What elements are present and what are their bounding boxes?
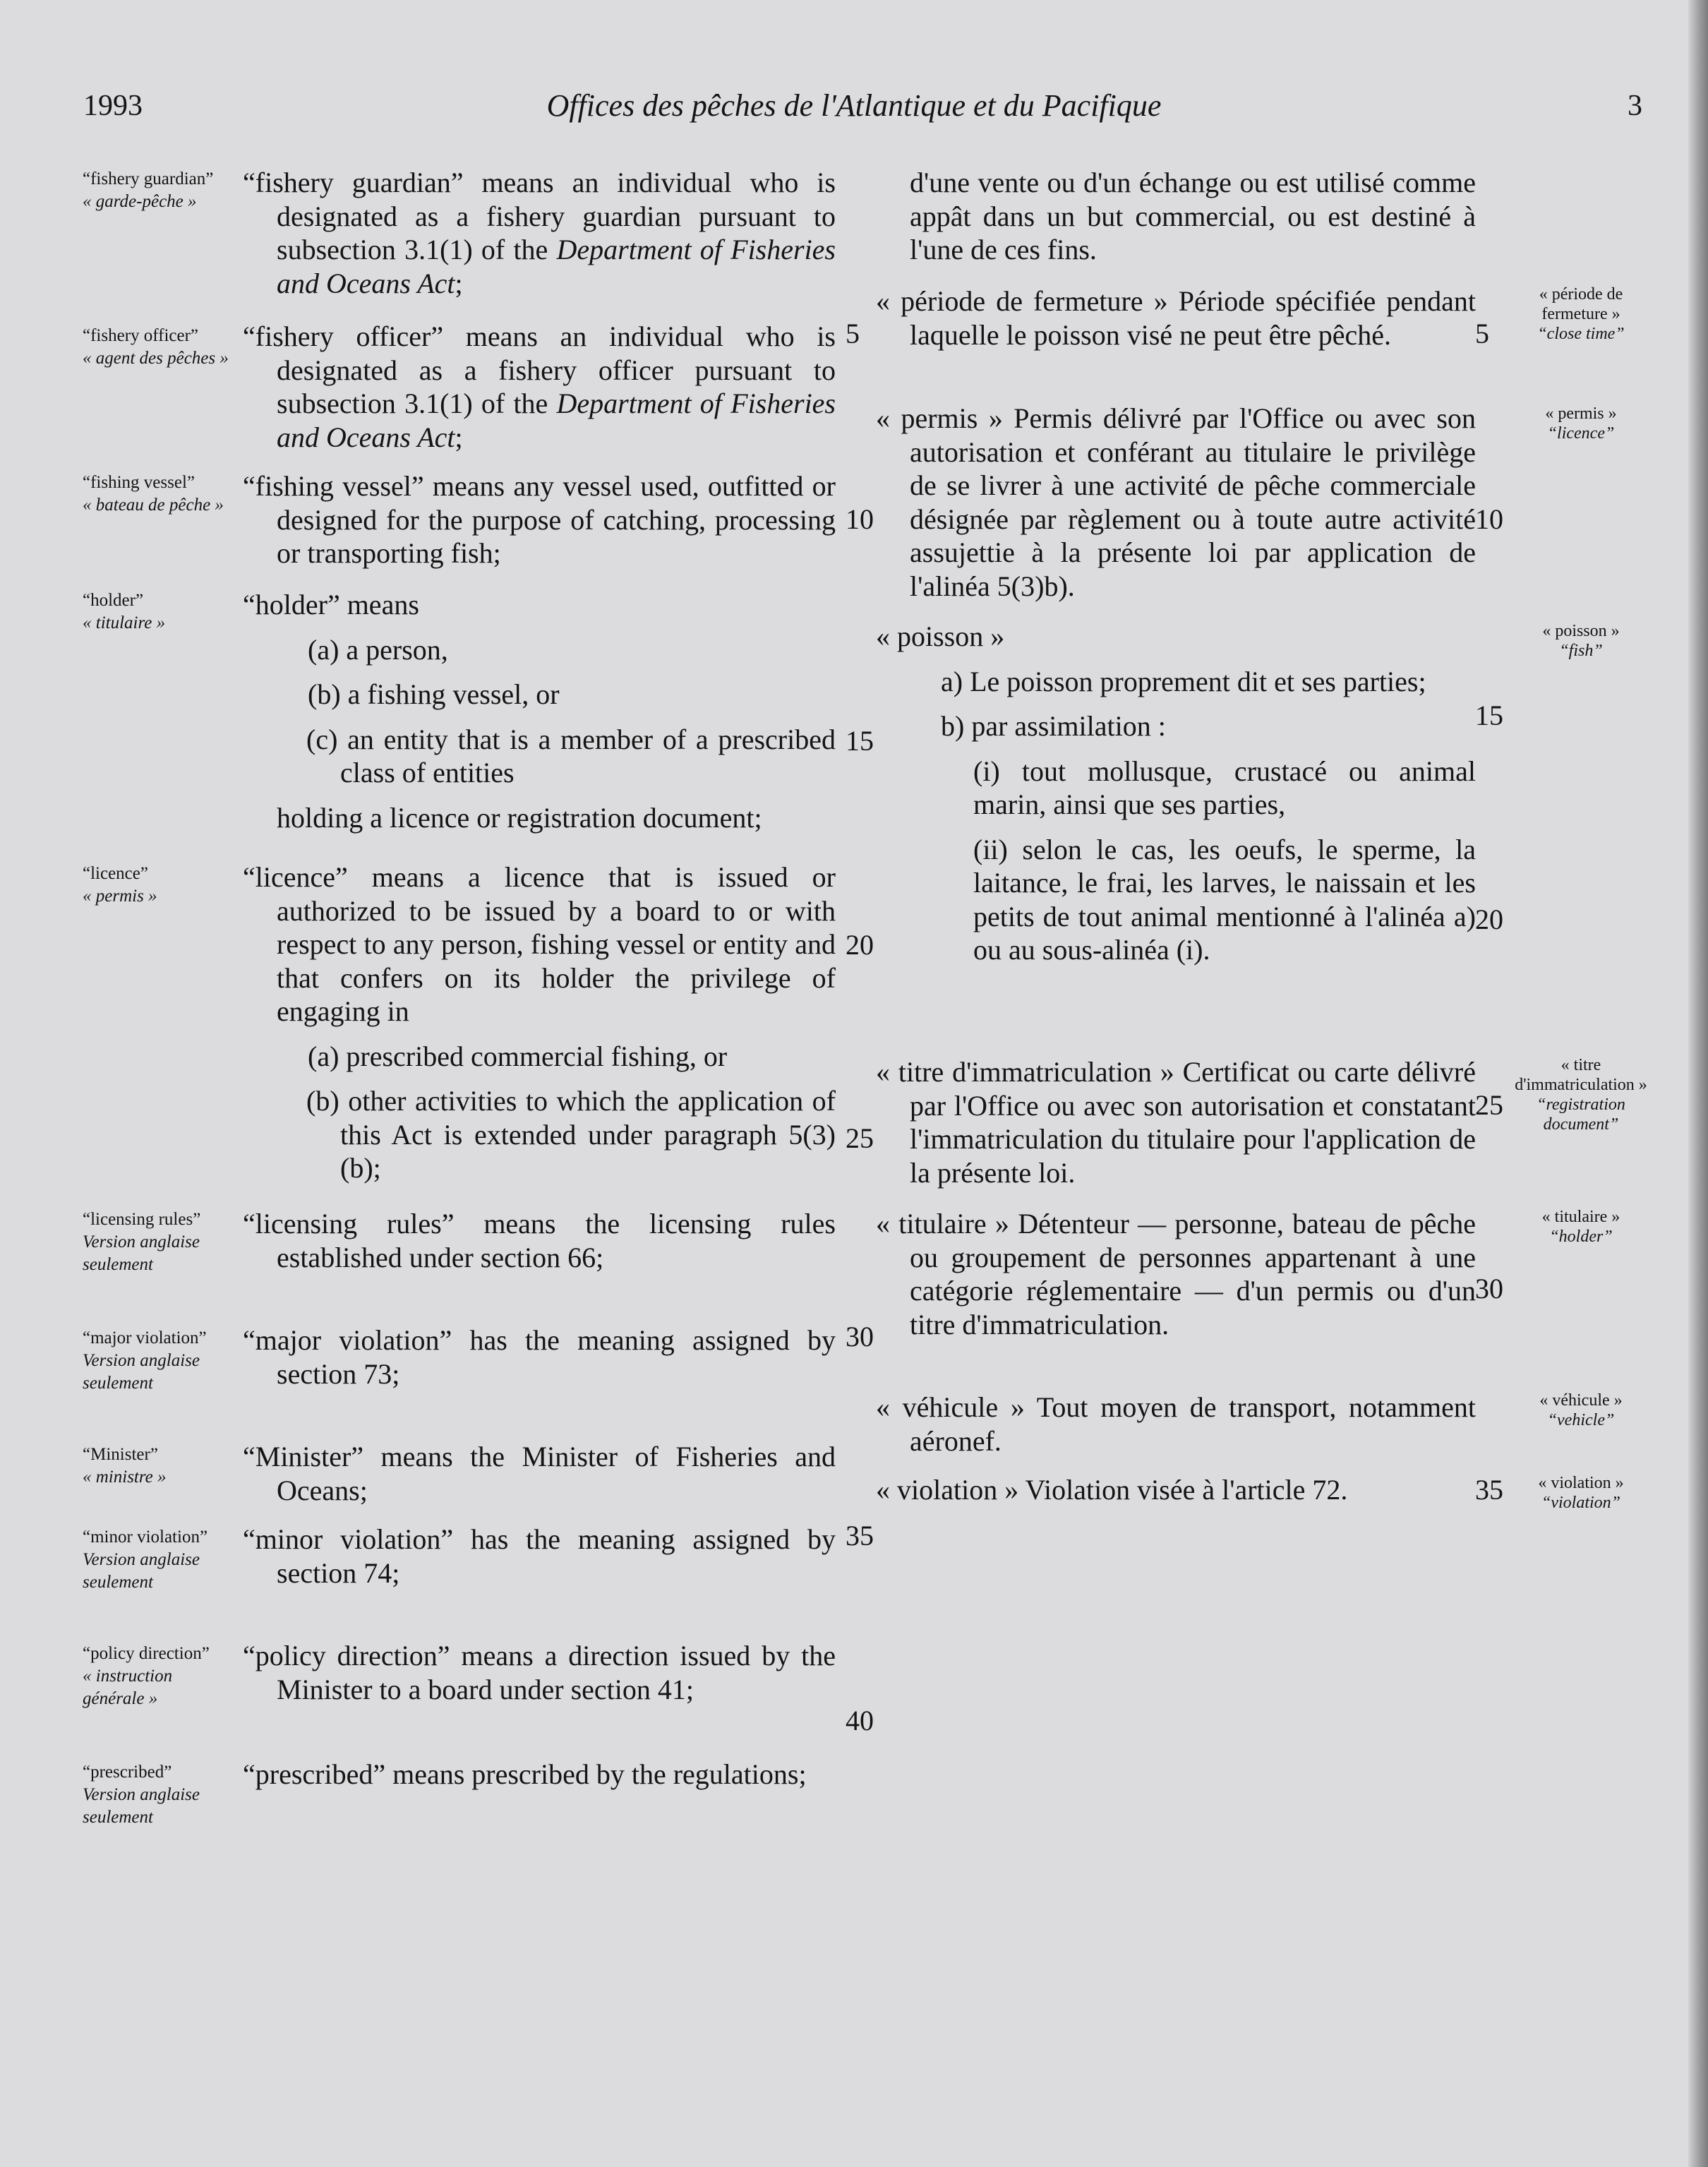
header-year: 1993 xyxy=(83,90,143,122)
definition-minor-violation: “minor violation” has the meaning assigned by section 74; xyxy=(243,1523,836,1589)
line-number: 5 xyxy=(846,318,860,349)
header-page-number: 3 xyxy=(1628,90,1642,122)
page-edge-shadow xyxy=(1688,0,1708,2167)
definition-fishery-guardian: “fishery guardian” means an individual who is designated as a fishery guardian pursuant to subsection 3.1(1) of the Department of Fisheries and Oceans Act; xyxy=(243,167,836,299)
french-continuation: d'une vente ou d'un échange ou est utilisé comme appât dans un but commercial, ou est destiné à l'une de ces fins. xyxy=(910,167,1476,265)
line-number: 30 xyxy=(1475,1273,1503,1304)
definition-policy-direction: “policy direction” means a direction issued by the Minister to a board under section 41; xyxy=(243,1640,836,1705)
definition-major-violation: “major violation” has the meaning assigned by section 73; xyxy=(243,1324,836,1390)
line-number: 20 xyxy=(846,929,874,961)
line-number: 35 xyxy=(846,1520,874,1551)
margin-note-fishery-officer: “fishery officer” « agent des pêches » xyxy=(83,326,229,368)
margin-note-fishery-guardian: “fishery guardian” « garde-pêche » xyxy=(83,169,214,211)
margin-note-permis: « permis » “licence” xyxy=(1545,404,1617,443)
margin-note-policy-direction: “policy direction” « instruction générale » xyxy=(83,1644,210,1708)
definition-prescribed: “prescribed” means prescribed by the regulations; xyxy=(243,1758,807,1790)
margin-note-titulaire: « titulaire » “holder” xyxy=(1541,1208,1620,1246)
margin-note-minister: “Minister” « ministre » xyxy=(83,1445,167,1487)
definition-fishery-officer: “fishery officer” means an individual who is designated as a fishery officer pursuant to subsection 3.1(1) of the Department of Fisheries and Oceans Act; xyxy=(243,320,836,453)
line-number: 20 xyxy=(1475,904,1503,935)
definition-vehicule: « véhicule » Tout moyen de transport, notamment aéronef. xyxy=(876,1391,1476,1457)
definition-titulaire: « titulaire » Détenteur — personne, bateau de pêche ou groupement de personnes appartenant à une catégorie réglementaire — d'un permis ou d'un titre d'immatriculation. xyxy=(876,1208,1476,1340)
definition-violation: « violation » Violation visée à l'article 72. xyxy=(876,1474,1348,1506)
margin-note-major-violation: “major violation” Version anglaise seulement xyxy=(83,1328,207,1393)
line-number: 35 xyxy=(1475,1474,1503,1506)
definition-fishing-vessel: “fishing vessel” means any vessel used, outfitted or designed for the purpose of catching, processing or transporting fish; xyxy=(243,470,836,569)
definition-holder: “holder” means (a) a person, (b) a fishing vessel, or (c) an entity that is a member of a prescribed class of entities holding a licence or registration document; xyxy=(243,589,836,834)
line-number: 25 xyxy=(1475,1089,1503,1121)
margin-note-fishing-vessel: “fishing vessel” « bateau de pêche » xyxy=(83,473,224,515)
definition-poisson: « poisson » a) Le poisson proprement dit et ses parties; b) par assimilation : (i) tout mollusque, crustacé ou animal marin, ainsi que ses parties, (ii) selon le cas, les oeufs, le sperme, la laitance, le frai, les larves, le naissain et les petits de tout animal mentionné à l'alinéa a) ou au sous-alinéa (i). xyxy=(876,620,1476,966)
line-number: 10 xyxy=(846,503,874,535)
line-number: 30 xyxy=(846,1321,874,1352)
line-number: 15 xyxy=(846,725,874,757)
margin-note-violation: « violation » “violation” xyxy=(1538,1474,1624,1512)
line-number: 25 xyxy=(846,1122,874,1154)
margin-note-poisson: « poisson » “fish” xyxy=(1542,622,1620,660)
margin-note-licence: “licence” « permis » xyxy=(83,864,157,906)
definition-titre-d-immatriculation: « titre d'immatriculation » Certificat ou carte délivré par l'Office ou avec son autorisation et constatant l'immatriculation du titulaire pour l'application de la présente loi. xyxy=(876,1056,1476,1189)
line-number: 10 xyxy=(1475,503,1503,535)
margin-note-periode-de-fermeture: « période de fermeture » “close time” xyxy=(1537,285,1625,343)
definition-minister: “Minister” means the Minister of Fisheries and Oceans; xyxy=(243,1441,836,1506)
definition-licence: “licence” means a licence that is issued or authorized to be issued by a board to or with respect to any person, fishing vessel or entity and that confers on its holder the privilege of engaging in (a) prescribed commercial fishing, or (b) other activities to which the application of this Act is extended under paragraph 5(3)(b); xyxy=(243,861,836,1184)
definition-licensing-rules: “licensing rules” means the licensing rules established under section 66; xyxy=(243,1208,836,1273)
definition-periode-de-fermeture: « période de fermeture » Période spécifiée pendant laquelle le poisson visé ne peut être pêché. xyxy=(876,285,1476,351)
line-number: 40 xyxy=(846,1705,874,1736)
line-number: 15 xyxy=(1475,700,1503,731)
margin-note-holder: “holder” « titulaire » xyxy=(83,591,166,632)
margin-note-titre-d-immatriculation: « titre d'immatriculation » “registration document” xyxy=(1515,1056,1647,1134)
margin-note-prescribed: “prescribed” Version anglaise seulement xyxy=(83,1763,200,1827)
margin-note-licensing-rules: “licensing rules” Version anglaise seulement xyxy=(83,1210,201,1274)
header-title: Offices des pêches de l'Atlantique et du Pacifique xyxy=(546,88,1162,123)
margin-note-minor-violation: “minor violation” Version anglaise seulement xyxy=(83,1527,208,1592)
line-number: 5 xyxy=(1475,318,1489,349)
definition-permis: « permis » Permis délivré par l'Office ou avec son autorisation et conférant au titulaire le privilège de se livrer à une activité de pêche commerciale désignée par règlement ou à toute autre activité assujettie à la présente loi par application de l'alinéa 5(3)b). xyxy=(876,402,1476,602)
margin-note-vehicule: « véhicule » “vehicle” xyxy=(1539,1391,1623,1429)
